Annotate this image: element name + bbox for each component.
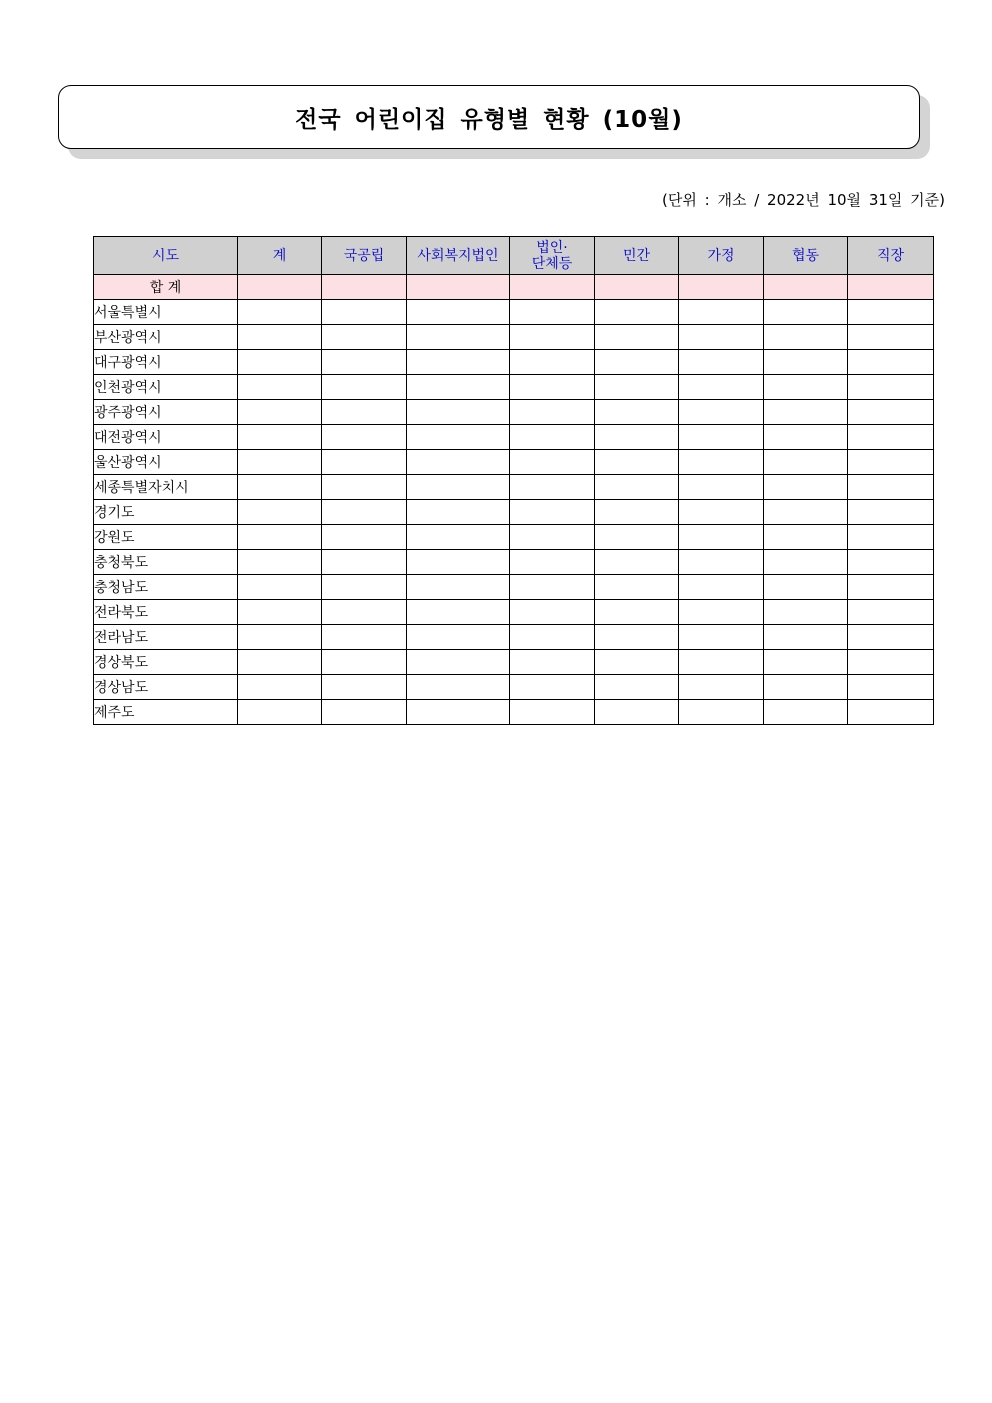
table-cell bbox=[407, 550, 510, 575]
table-cell bbox=[510, 525, 595, 550]
table-cell bbox=[764, 300, 848, 325]
header-row bbox=[94, 237, 934, 275]
table-cell bbox=[764, 375, 848, 400]
table-cell bbox=[407, 575, 510, 600]
region-name: 제주도 bbox=[94, 700, 238, 725]
table-cell bbox=[407, 450, 510, 475]
table-row bbox=[94, 625, 934, 650]
table-cell bbox=[238, 700, 322, 725]
table-cell bbox=[679, 300, 764, 325]
table-cell bbox=[510, 425, 595, 450]
table-cell bbox=[595, 575, 679, 600]
table-cell bbox=[510, 675, 595, 700]
table-cell bbox=[764, 600, 848, 625]
table-cell bbox=[238, 600, 322, 625]
table-cell bbox=[322, 275, 407, 300]
region-name: 울산광역시 bbox=[94, 450, 238, 475]
table-cell bbox=[595, 375, 679, 400]
title-box bbox=[58, 85, 920, 149]
table-cell bbox=[595, 650, 679, 675]
table-cell bbox=[848, 550, 934, 575]
table-cell bbox=[407, 650, 510, 675]
table-cell bbox=[238, 550, 322, 575]
table-cell bbox=[595, 600, 679, 625]
table-cell bbox=[407, 675, 510, 700]
region-name: 충청남도 bbox=[94, 575, 238, 600]
table-cell bbox=[407, 325, 510, 350]
table-row bbox=[94, 450, 934, 475]
table-cell bbox=[238, 275, 322, 300]
table-cell bbox=[510, 700, 595, 725]
table-cell bbox=[679, 675, 764, 700]
total-label: 합 계 bbox=[94, 275, 238, 300]
table-cell bbox=[848, 400, 934, 425]
table-cell bbox=[238, 525, 322, 550]
table-cell bbox=[510, 575, 595, 600]
header-social-welfare: 사회복지법인 bbox=[407, 237, 510, 275]
table-cell bbox=[322, 475, 407, 500]
table-row bbox=[94, 425, 934, 450]
region-name: 광주광역시 bbox=[94, 400, 238, 425]
table-cell bbox=[407, 700, 510, 725]
table-cell bbox=[595, 325, 679, 350]
table-row bbox=[94, 650, 934, 675]
table-cell bbox=[238, 425, 322, 450]
table-cell bbox=[510, 275, 595, 300]
table-cell bbox=[764, 400, 848, 425]
region-name: 전라남도 bbox=[94, 625, 238, 650]
region-name: 충청북도 bbox=[94, 550, 238, 575]
table-cell bbox=[595, 275, 679, 300]
table-cell bbox=[238, 350, 322, 375]
table-cell bbox=[848, 350, 934, 375]
table-cell bbox=[595, 700, 679, 725]
region-name: 경기도 bbox=[94, 500, 238, 525]
table-cell bbox=[322, 625, 407, 650]
table-cell bbox=[764, 575, 848, 600]
table-cell bbox=[595, 450, 679, 475]
region-name: 대구광역시 bbox=[94, 350, 238, 375]
table-row bbox=[94, 325, 934, 350]
header-home: 가정 bbox=[679, 237, 764, 275]
table-cell bbox=[595, 550, 679, 575]
header-workplace: 직장 bbox=[848, 237, 934, 275]
table-cell bbox=[322, 350, 407, 375]
table-cell bbox=[510, 600, 595, 625]
region-name: 서울특별시 bbox=[94, 300, 238, 325]
table-cell bbox=[595, 300, 679, 325]
table-cell bbox=[510, 625, 595, 650]
table-cell bbox=[848, 625, 934, 650]
table-cell bbox=[407, 625, 510, 650]
region-name: 경상북도 bbox=[94, 650, 238, 675]
table-cell bbox=[679, 625, 764, 650]
header-sido: 시도 bbox=[94, 237, 238, 275]
table-cell bbox=[238, 650, 322, 675]
table-cell bbox=[848, 600, 934, 625]
table-cell bbox=[848, 275, 934, 300]
table-cell bbox=[848, 525, 934, 550]
table-cell bbox=[848, 500, 934, 525]
table-cell bbox=[407, 425, 510, 450]
table-cell bbox=[764, 450, 848, 475]
table-cell bbox=[679, 525, 764, 550]
table-cell bbox=[407, 375, 510, 400]
table-row bbox=[94, 575, 934, 600]
table-cell bbox=[407, 525, 510, 550]
table-cell bbox=[679, 275, 764, 300]
table-cell bbox=[595, 400, 679, 425]
table-cell bbox=[848, 375, 934, 400]
page-title: 전국 어린이집 유형별 현황 (10월) bbox=[295, 106, 683, 133]
table-cell bbox=[510, 475, 595, 500]
region-name: 대전광역시 bbox=[94, 425, 238, 450]
table-cell bbox=[679, 475, 764, 500]
table-cell bbox=[510, 550, 595, 575]
table-cell bbox=[764, 500, 848, 525]
table-cell bbox=[679, 700, 764, 725]
table-cell bbox=[848, 450, 934, 475]
table-cell bbox=[238, 575, 322, 600]
table-cell bbox=[679, 350, 764, 375]
table-cell bbox=[764, 275, 848, 300]
table-row bbox=[94, 525, 934, 550]
table-cell bbox=[764, 325, 848, 350]
table-cell bbox=[848, 650, 934, 675]
table-cell bbox=[679, 600, 764, 625]
table-cell bbox=[764, 700, 848, 725]
table-cell bbox=[322, 400, 407, 425]
table-row bbox=[94, 475, 934, 500]
table-cell bbox=[322, 575, 407, 600]
table-cell bbox=[322, 550, 407, 575]
table-cell bbox=[238, 500, 322, 525]
header-public: 국공립 bbox=[322, 237, 407, 275]
table-cell bbox=[764, 350, 848, 375]
table-cell bbox=[238, 300, 322, 325]
table-cell bbox=[238, 675, 322, 700]
table-cell bbox=[238, 450, 322, 475]
table-cell bbox=[322, 600, 407, 625]
table-cell bbox=[764, 625, 848, 650]
table-cell bbox=[764, 525, 848, 550]
table-cell bbox=[848, 475, 934, 500]
table-cell bbox=[322, 650, 407, 675]
table-cell bbox=[510, 650, 595, 675]
table-cell bbox=[595, 525, 679, 550]
table-cell bbox=[510, 400, 595, 425]
table-cell bbox=[407, 400, 510, 425]
table-cell bbox=[322, 375, 407, 400]
table-cell bbox=[764, 550, 848, 575]
table-cell bbox=[322, 425, 407, 450]
region-name: 부산광역시 bbox=[94, 325, 238, 350]
table-cell bbox=[848, 675, 934, 700]
total-row bbox=[94, 275, 934, 300]
header-corporation: 법인· 단체등 bbox=[510, 237, 595, 275]
table-row bbox=[94, 600, 934, 625]
table-cell bbox=[679, 400, 764, 425]
table-cell bbox=[848, 700, 934, 725]
table-cell bbox=[848, 325, 934, 350]
table-cell bbox=[679, 500, 764, 525]
table-cell bbox=[764, 675, 848, 700]
table-cell bbox=[848, 300, 934, 325]
table-cell bbox=[679, 325, 764, 350]
table-cell bbox=[322, 700, 407, 725]
unit-note: (단위 : 개소 / 2022년 10월 31일 기준) bbox=[662, 191, 945, 209]
table-row bbox=[94, 550, 934, 575]
region-name: 전라북도 bbox=[94, 600, 238, 625]
table-cell bbox=[510, 300, 595, 325]
header-cooperative: 협동 bbox=[764, 237, 848, 275]
table-cell bbox=[510, 325, 595, 350]
table-row bbox=[94, 700, 934, 725]
table-cell bbox=[322, 500, 407, 525]
table-cell bbox=[679, 550, 764, 575]
table-cell bbox=[595, 500, 679, 525]
table-cell bbox=[595, 675, 679, 700]
table-row bbox=[94, 500, 934, 525]
table-cell bbox=[407, 600, 510, 625]
table-cell bbox=[238, 475, 322, 500]
table-cell bbox=[679, 450, 764, 475]
table-cell bbox=[595, 625, 679, 650]
table-cell bbox=[679, 575, 764, 600]
table-cell bbox=[848, 425, 934, 450]
table-cell bbox=[764, 475, 848, 500]
table-cell bbox=[407, 500, 510, 525]
table-cell bbox=[238, 625, 322, 650]
table-cell bbox=[595, 475, 679, 500]
table-cell bbox=[322, 675, 407, 700]
table-row bbox=[94, 350, 934, 375]
table-cell bbox=[322, 525, 407, 550]
region-name: 인천광역시 bbox=[94, 375, 238, 400]
table-row bbox=[94, 675, 934, 700]
table-cell bbox=[595, 425, 679, 450]
table-row bbox=[94, 300, 934, 325]
table-cell bbox=[764, 425, 848, 450]
table-cell bbox=[407, 300, 510, 325]
table-cell bbox=[510, 450, 595, 475]
table-cell bbox=[848, 575, 934, 600]
table-row bbox=[94, 400, 934, 425]
header-total: 계 bbox=[238, 237, 322, 275]
table-cell bbox=[510, 375, 595, 400]
table-cell bbox=[407, 475, 510, 500]
table-cell bbox=[679, 425, 764, 450]
header-private: 민간 bbox=[595, 237, 679, 275]
table-cell bbox=[407, 350, 510, 375]
table-cell bbox=[764, 650, 848, 675]
region-name: 경상남도 bbox=[94, 675, 238, 700]
table-cell bbox=[238, 325, 322, 350]
table-cell bbox=[679, 650, 764, 675]
table-cell bbox=[322, 300, 407, 325]
table-cell bbox=[322, 450, 407, 475]
table-cell bbox=[407, 275, 510, 300]
table-cell bbox=[679, 375, 764, 400]
table-cell bbox=[238, 375, 322, 400]
table-cell bbox=[510, 350, 595, 375]
table-cell bbox=[595, 350, 679, 375]
region-name: 세종특별자치시 bbox=[94, 475, 238, 500]
table-cell bbox=[322, 325, 407, 350]
region-name: 강원도 bbox=[94, 525, 238, 550]
data-table bbox=[93, 236, 934, 725]
table-cell bbox=[238, 400, 322, 425]
table-row bbox=[94, 375, 934, 400]
table-cell bbox=[510, 500, 595, 525]
